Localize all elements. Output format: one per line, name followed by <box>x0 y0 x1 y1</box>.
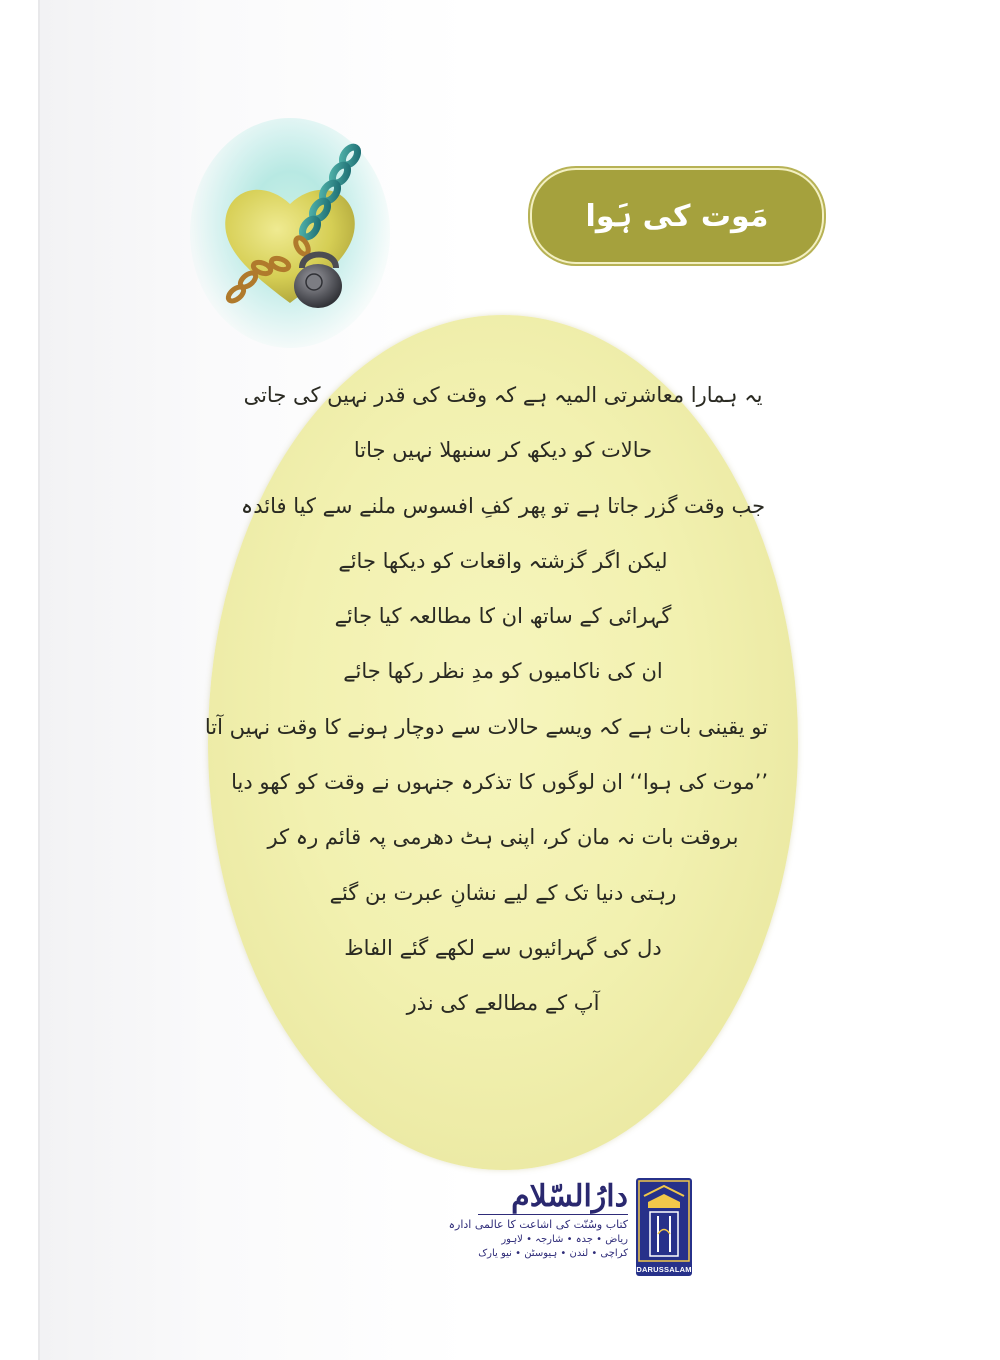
verse-line: دل کی گہرائیوں سے لکھے گئے الفاظ <box>344 935 662 960</box>
darussalam-emblem-icon <box>636 1178 692 1276</box>
verse-line: لیکن اگر گزشتہ واقعات کو دیکھا جائے <box>338 548 668 573</box>
verse-line: رہتی دنیا تک کے لیے نشانِ عبرت بن گئے <box>329 880 677 905</box>
publisher-block <box>448 1179 628 1261</box>
verse-line: حالات کو دیکھ کر سنبھلا نہیں جاتا <box>353 438 653 463</box>
logo-label: DARUSSALAM <box>636 1265 692 1274</box>
chained-heart-illustration <box>190 118 390 348</box>
chained-heart-icon <box>190 118 390 348</box>
verse-list <box>204 368 768 1032</box>
publisher-name: دارُالسّلام <box>511 1179 628 1214</box>
verse-line: تو یقینی بات ہے کہ ویسے حالات سے دوچار ہونے کا وقت نہیں آتا <box>204 714 768 739</box>
verse-line: بروقت بات نہ مان کر، اپنی ہٹ دھرمی پہ قائم رہ کر <box>267 825 739 850</box>
publisher-cities-line-1: ریاض • جدہ • شارجہ • لاہور <box>501 1234 628 1245</box>
verse-line: یہ ہمارا معاشرتی المیہ ہے کہ وقت کی قدر نہیں کی جاتی <box>243 383 763 407</box>
verse-line: ’’موت کی ہوا‘‘ ان لوگوں کا تذکرہ جنہوں نے وقت کو کھو دیا <box>231 770 768 795</box>
verse-line: ان کی ناکامیوں کو مدِ نظر رکھا جائے <box>343 659 663 684</box>
verse-line: گہرائی کے ساتھ ان کا مطالعہ کیا جائے <box>334 604 672 629</box>
darussalam-logo <box>636 1178 692 1276</box>
page-edge <box>38 0 40 1360</box>
verse-line: آپ کے مطالعے کی نذر <box>406 991 600 1016</box>
publisher-cities-line-2: کراچی • لندن • ہیوسٹن • نیو یارک <box>478 1248 628 1259</box>
title-banner <box>530 168 824 264</box>
page-title: مَوت کی ہَوا <box>585 198 769 234</box>
verse-line: جب وقت گزر جاتا ہے تو پھر کفِ افسوس ملنے سے کیا فائدہ <box>240 493 766 518</box>
padlock-dial <box>306 274 322 290</box>
publisher-tagline: کتاب وسُنّت کی اشاعت کا عالمی ادارہ <box>478 1214 628 1233</box>
